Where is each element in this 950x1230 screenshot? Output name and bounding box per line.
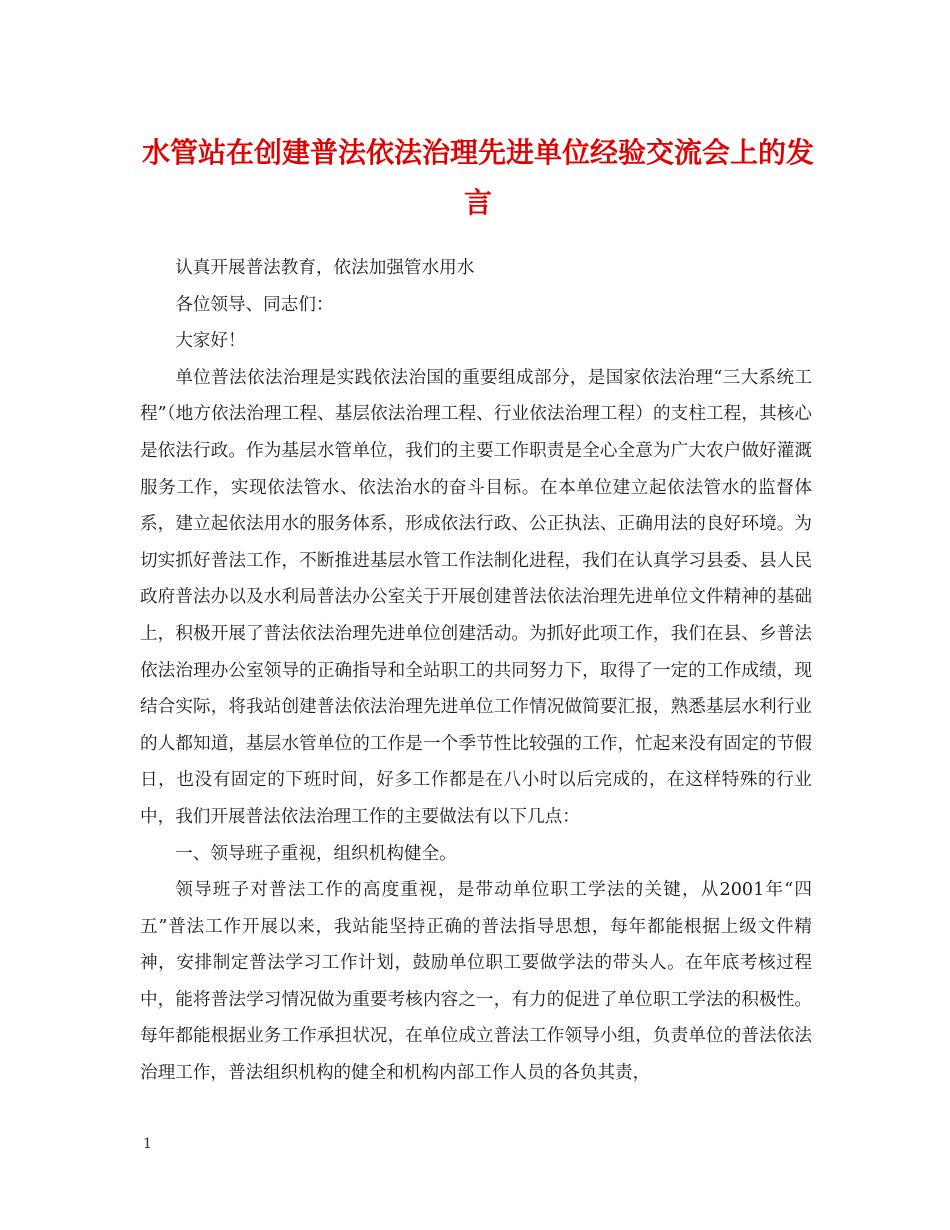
paragraph-salutation: 各位领导、同志们： <box>175 294 334 315</box>
paragraph-section-body: 领导班子对普法工作的高度重视，是带动单位职工学法的关键，从2001年“四五”普法工作开展以来，我站能坚持正确的普法指导思想，每年都能根据上级文件精神，安排制定普法学习工作计划，鼓励单位职工要做学法的带头人。在年底考核过程中，能将普法学习情况做为重要考核内容之一，有力的促进了单位职工学法的积极性。每年都能根据业务工作承担状况，在单位成立普法工作领导小组，负责单位的普法依法治理工作，普法组织机构的健全和机构内部工作人员的各负其责， <box>140 880 812 1084</box>
page-number: 1 <box>143 1136 152 1152</box>
paragraph-section-heading: 一、领导班子重视，组织机构健全。 <box>175 843 457 864</box>
paragraph-greeting: 大家好！ <box>175 331 246 352</box>
document-title: 水管站在创建普法依法治理先进单位经验交流会上的发言 <box>141 136 814 219</box>
paragraph-subtitle: 认真开展普法教育，依法加强管水用水 <box>175 258 475 278</box>
paragraph-intro: 单位普法依法治理是实践依法治国的重要组成部分，是国家依法治理“三大系统工程”（地方依法治理工程、基层依法治理工程、行业依法治理工程）的支柱工程，其核心是依法行政。作为基层水管单位，我们的主要工作职责是全心全意为广大农户做好灌溉服务工作，实现依法管水、依法治水的奋斗目标。在本单位建立起依法管水的监督体系，建立起依法用水的服务体系，形成依法行政、公正执法、正确用法的良好环境。为切实抓好普法工作，不断推进基层水管工作法制化进程，我们在认真学习县委、县人民政府普法办以及水利局普法办公室关于开展创建普法依法治理先进单位文件精神的基础上，积极开展了普法依法治理先进单位创建活动。为抓好此项工作，我们在县、乡普法依法治理办公室领导的正确指导和全站职工的共同努力下，取得了一定的工作成绩，现结合实际，将我站创建普法依法治理先进单位工作情况做简要汇报，熟悉基层水利行业的人都知道，基层水管单位的工作是一个季节性比较强的工作，忙起来没有固定的节假日，也没有固定的下班时间，好多工作都是在八小时以后完成的，在这样特殊的行业中，我们开展普法依法治理工作的主要做法有以下几点： <box>140 367 812 827</box>
document-body <box>140 250 812 1092</box>
